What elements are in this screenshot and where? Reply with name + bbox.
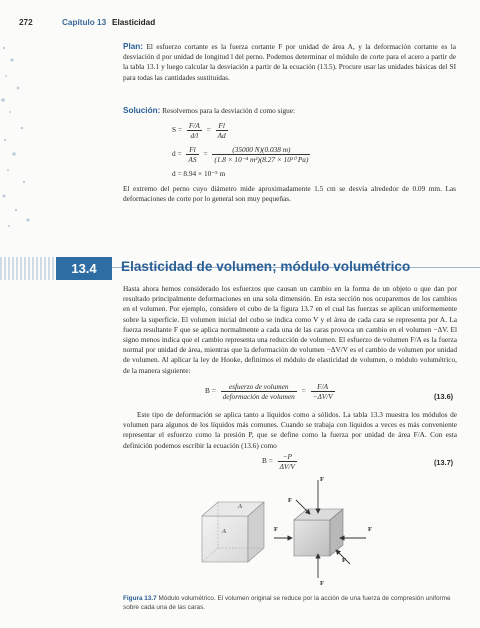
equation-deflection bbox=[172, 145, 310, 164]
equation-13-7 bbox=[262, 452, 297, 471]
decorative-speckle bbox=[0, 40, 36, 230]
eq2-fraction-2 bbox=[212, 145, 310, 164]
section-number: 13.4 bbox=[56, 257, 112, 280]
equation-result: d = 8.94 × 10⁻⁵ m bbox=[172, 169, 226, 178]
section-title: Elasticidad de volumen; módulo volumétrico bbox=[121, 259, 411, 274]
eq137-fraction bbox=[278, 452, 297, 471]
solution-intro bbox=[123, 106, 456, 116]
eq2-f2-den: (1.8 × 10⁻⁴ m²)(8.27 × 10¹⁰ Pa) bbox=[214, 155, 309, 164]
solution-conclusion: El extremo del perno cuyo diámetro mide aproximadamente 1.5 cm se desvía alrededor de 0.09 mm. Las deformaciones de corte por lo general son muy pequeñas. bbox=[123, 184, 456, 204]
eq2-fraction-1 bbox=[186, 145, 198, 164]
eq1-equals: = bbox=[206, 125, 211, 135]
figure-label-f-top: F bbox=[320, 476, 324, 483]
plan-label: Plan: bbox=[123, 42, 144, 51]
figure-label-a-top: A bbox=[238, 503, 242, 510]
eq2-lhs: d = bbox=[172, 149, 182, 159]
caption-text: Módulo volumétrico. El volumen original se reduce por la acción de una fuerza de compresión uniforme sobre cada una de las caras. bbox=[123, 595, 451, 611]
solution-label: Solución: bbox=[123, 106, 161, 115]
figure-caption bbox=[123, 594, 457, 612]
eq136-word-fraction bbox=[221, 382, 297, 401]
original-cube bbox=[202, 502, 264, 562]
equation-number-13-7: (13.7) bbox=[434, 458, 454, 467]
eq1-f1-den: d/l bbox=[187, 130, 202, 140]
figure-label-a-front: A bbox=[222, 528, 226, 535]
plan-paragraph bbox=[123, 42, 456, 83]
chapter-label: Capítulo 13 bbox=[62, 18, 107, 27]
eq1-lhs: S = bbox=[172, 125, 182, 135]
eq1-f2-num: Fl bbox=[218, 121, 225, 130]
eq2-f1-num: Fl bbox=[189, 145, 196, 154]
eq136-word-num: esfuerzo de volumen bbox=[228, 382, 289, 391]
compressed-cube bbox=[294, 509, 343, 556]
figure-label-f-bottom: F bbox=[320, 580, 324, 587]
page-number: 272 bbox=[19, 18, 33, 27]
eq137-lhs: B = bbox=[262, 456, 273, 466]
eq2-f2-num: (35000 N)(0.038 m) bbox=[232, 145, 291, 154]
eq136-symbol-den: −ΔV/V bbox=[312, 392, 333, 401]
figure-label-f-diag: F bbox=[288, 497, 292, 504]
eq137-num: −P bbox=[282, 452, 292, 461]
eq2-f1-den: AS bbox=[188, 155, 197, 164]
eq1-fraction-2 bbox=[216, 121, 228, 140]
eq136-lhs: B = bbox=[205, 386, 216, 396]
eq136-symbol-fraction bbox=[311, 382, 335, 401]
body-paragraph-2: Este tipo de deformación se aplica tanto a líquidos como a sólidos. La tabla 13.3 muestra los módulos de volumen para algunos de los líquidos más comunes. Cuando se trabaja con líquidos a veces es más conveniente representar el esfuerzo como la presión P, que se define como la fuerza por unidad de área F/A. Con esta definición podemos escribir la ecuación (13.6) como bbox=[123, 410, 457, 450]
eq1-f2-den: Ad bbox=[217, 131, 226, 140]
equation-shear-modulus bbox=[172, 121, 228, 140]
eq137-den: ΔV/V bbox=[279, 462, 295, 471]
eq2-equals: = bbox=[203, 149, 208, 159]
caption-label: Figura 13.7 bbox=[123, 595, 157, 602]
figure-13-7-cubes bbox=[190, 478, 380, 580]
figure-label-f-right: F bbox=[368, 526, 372, 533]
equation-number-13-6: (13.6) bbox=[434, 392, 454, 401]
equation-13-6 bbox=[205, 382, 335, 401]
section-stripe bbox=[0, 257, 56, 280]
figure-label-f-back: F bbox=[342, 557, 346, 564]
eq1-fraction-1 bbox=[187, 121, 202, 140]
eq136-symbol-num: F/A bbox=[317, 382, 329, 391]
chapter-title: Elasticidad bbox=[112, 18, 156, 27]
eq136-equals: = bbox=[301, 386, 306, 396]
figure-label-f-left: F bbox=[274, 526, 278, 533]
plan-text: El esfuerzo cortante es la fuerza cortante F por unidad de área A, y la deformación cortante es la desviación d por unidad de longitud l del perno. Podemos determinar el módulo de corte para el acero a partir de la tabla 13.1 y luego calcular la desviación a partir de la ecuación (13.5). Procure usar las unidades básicas del SI para todas las cantidades sustituidas. bbox=[123, 42, 456, 82]
body-paragraph-1: Hasta ahora hemos considerado los esfuerzos que causan un cambio en la forma de un objeto o que dan por resultado principalmente deformaciones en una sola dimensión. En esta sección nos ocuparemos de los cambios en el volumen. Por ejemplo, considere el cubo de la figura 13.7 en el cual las fuerzas se aplican uniformemente sobre la superficie. El volumen inicial del cubo se indica como V y el área de cada cara se representa por A. La fuerza resultante F que se aplica normalmente a cada una de las caras provoca un cambio en el volumen −ΔV. El signo menos indica que el cambio representa una reducción de volumen. El esfuerzo de volumen F/A es la fuerza normal por unidad de área, mientras que la deformación de volumen −ΔV/V es el cambio de volumen por unidad de volumen. Al aplicar la ley de Hooke, definimos el módulo de elasticidad de volumen, o módulo volumétrico, de la manera siguiente: bbox=[123, 284, 457, 375]
eq1-f1-num: F/A bbox=[188, 121, 200, 130]
solution-text: Resolvemos para la desviación d como sigue: bbox=[162, 106, 296, 115]
eq136-word-den: deformación de volumen bbox=[222, 392, 295, 401]
